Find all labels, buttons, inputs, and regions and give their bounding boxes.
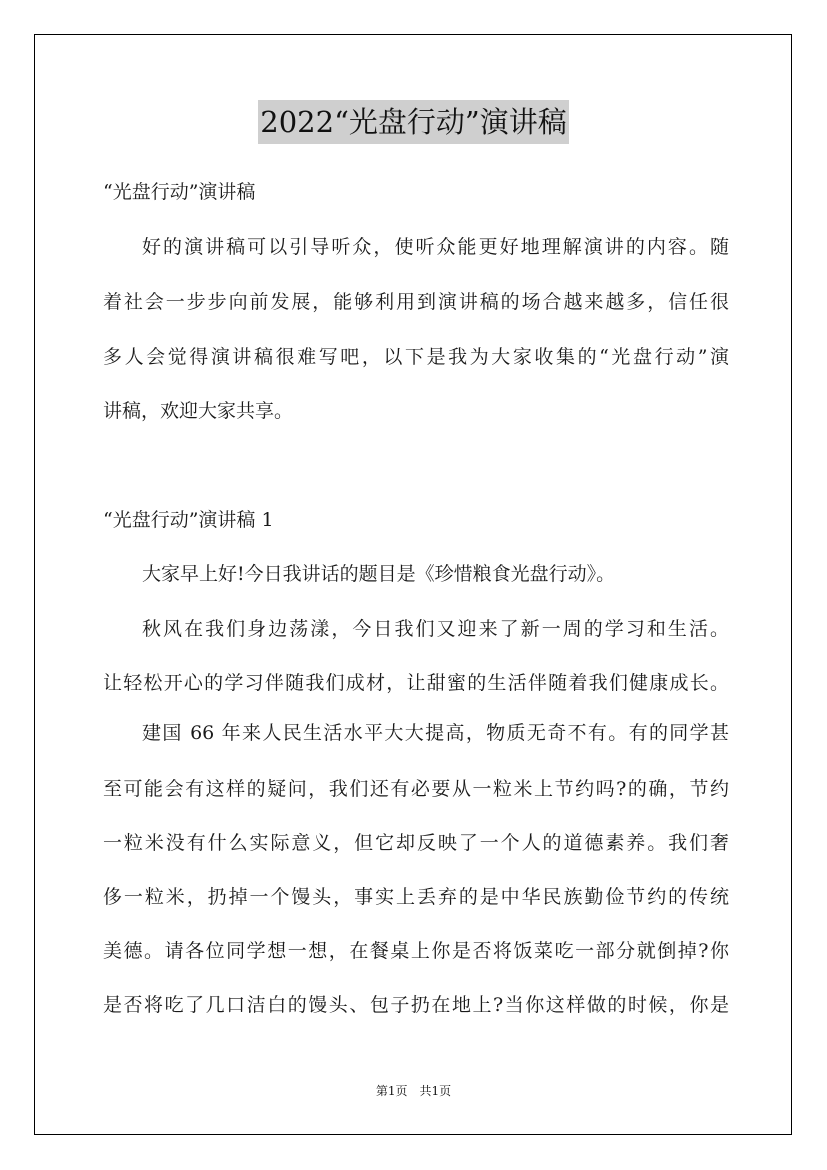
paragraph-line: 多人会觉得演讲稿很难写吧，以下是我为大家收集的“光盘行动”演 [103,346,729,368]
paragraph-line: 让轻松开心的学习伴随我们成材，让甜蜜的生活伴随着我们健康成长。 [103,672,729,694]
paragraph-line: 一粒米没有什么实际意义，但它却反映了一个人的道德素养。我们奢 [103,832,729,854]
paragraph-line: 至可能会有这样的疑问，我们还有必要从一粒米上节约吗?的确，节约 [103,778,729,800]
title-wrap [0,100,827,144]
section-heading: “光盘行动”演讲稿 1 [103,509,274,531]
paragraph-line: 秋风在我们身边荡漾，今日我们又迎来了新一周的学习和生活。 [142,618,729,640]
paragraph-line: 侈一粒米，扔掉一个馒头，事实上丢弃的是中华民族勤俭节约的传统 [103,886,729,908]
paragraph-line: 是否将吃了几口洁白的馒头、包子扔在地上?当你这样做的时候，你是 [103,994,729,1016]
document-title: 2022“光盘行动”演讲稿 [258,100,568,144]
paragraph-line: 大家早上好!今日我讲话的题目是《珍惜粮食光盘行动》。 [142,563,616,585]
paragraph-line: 建国 66 年来人民生活水平大大提高，物质无奇不有。有的同学甚 [142,722,729,744]
paragraph-line: 好的演讲稿可以引导听众，使听众能更好地理解演讲的内容。随 [142,236,729,258]
section-heading: “光盘行动”演讲稿 [103,181,256,203]
paragraph-line: 着社会一步步向前发展，能够利用到演讲稿的场合越来越多，信任很 [103,291,729,313]
paragraph-line: 讲稿，欢迎大家共享。 [103,400,294,422]
page-footer: 第1页 共1页 [375,1084,452,1098]
paragraph-line: 美德。请各位同学想一想，在餐桌上你是否将饭菜吃一部分就倒掉?你 [103,940,729,962]
